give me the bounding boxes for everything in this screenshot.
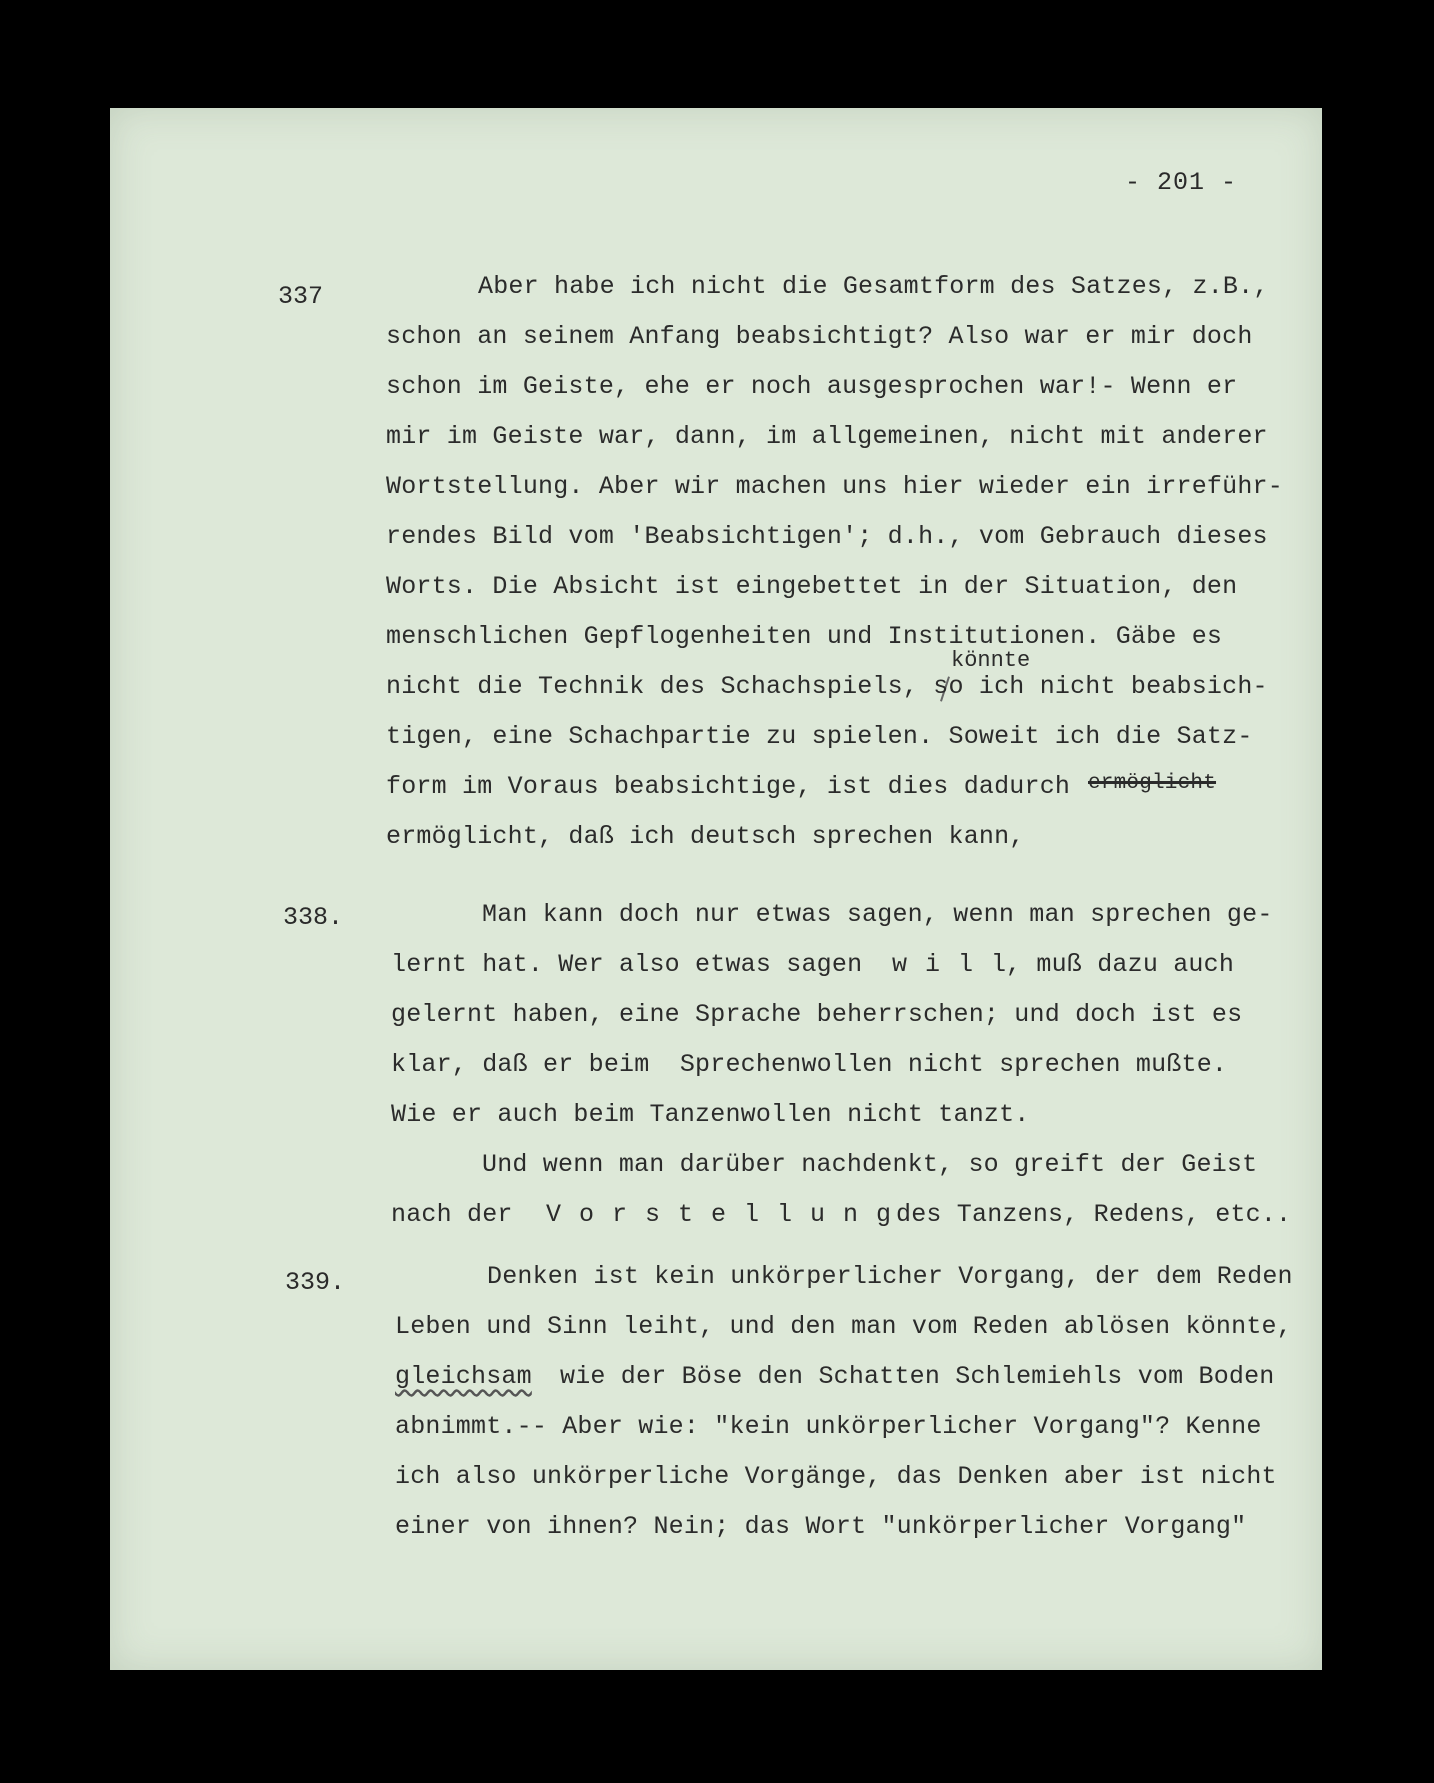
text-line: Leben und Sinn leiht, und den man vom Reden ablösen könnte, [395,1312,1292,1341]
text-line: des Tanzens, Redens, etc.. [896,1200,1292,1229]
handwritten-insertion: könnte [951,648,1031,673]
text-line: tigen, eine Schachpartie zu spielen. Soweit ich die Satz- [386,722,1253,751]
section-number: 339. [285,1268,346,1297]
text-line: nicht die Technik des Schachspiels, so ich nicht beabsich- [386,672,1268,701]
text-line: Und wenn man darüber nachdenkt, so greift der Geist [482,1150,1258,1179]
page-number: - 201 - [1125,168,1238,197]
text-line: Man kann doch nur etwas sagen, wenn man sprechen ge- [482,900,1273,929]
text-line: form im Voraus beabsichtige, ist dies dadurch [386,772,1071,801]
text-line: schon im Geiste, ehe er noch ausgesprochen war!- Wenn er [386,372,1238,401]
text-line: Worts. Die Absicht ist eingebettet in der Situation, den [386,572,1238,601]
text-line: einer von ihnen? Nein; das Wort "unkörperlicher Vorgang" [395,1512,1247,1541]
section-number: 338. [283,903,344,932]
text-line: menschlichen Gepflogenheiten und Institutionen. Gäbe es [386,622,1223,651]
section-number: 337 [278,282,324,311]
text-line: Aber habe ich nicht die Gesamtform des Satzes, z.B., [478,272,1269,301]
text-line: abnimmt.-- Aber wie: "kein unkörperlicher Vorgang"? Kenne [395,1412,1262,1441]
struck-text: ermöglicht [1088,772,1217,795]
text-line: schon an seinem Anfang beabsichtigt? Also war er mir doch [386,322,1253,351]
underlined-word: gleichsam [395,1362,532,1391]
text-line: mir im Geiste war, dann, im allgemeinen, nicht mit anderer [386,422,1268,451]
text-line: Wortstellung. Aber wir machen uns hier wieder ein irreführ- [386,472,1283,501]
text-line: gelernt haben, eine Sprache beherrschen; und doch ist es [391,1000,1243,1029]
text-line: ich also unkörperliche Vorgänge, das Denken aber ist nicht [395,1462,1277,1491]
spaced-word: will [892,950,1025,979]
text-line: rendes Bild vom 'Beabsichtigen'; d.h., vom Gebrauch dieses [386,522,1268,551]
text-line: , muß dazu auch [1006,950,1235,979]
text-line: Denken ist kein unkörperlicher Vorgang, der dem Reden [487,1262,1293,1291]
text-line: Wie er auch beim Tanzenwollen nicht tanzt. [391,1100,1030,1129]
text-line: klar, daß er beim Sprechenwollen nicht sprechen mußte. [391,1050,1228,1079]
text-line: lernt hat. Wer also etwas sagen [391,950,863,979]
text-line: wie der Böse den Schatten Schlemiehls vom Boden [560,1362,1275,1391]
spaced-word: Vorstellung [546,1200,910,1229]
text-line: nach der [391,1200,513,1229]
text-line: ermöglicht, daß ich deutsch sprechen kann, [386,822,1025,851]
